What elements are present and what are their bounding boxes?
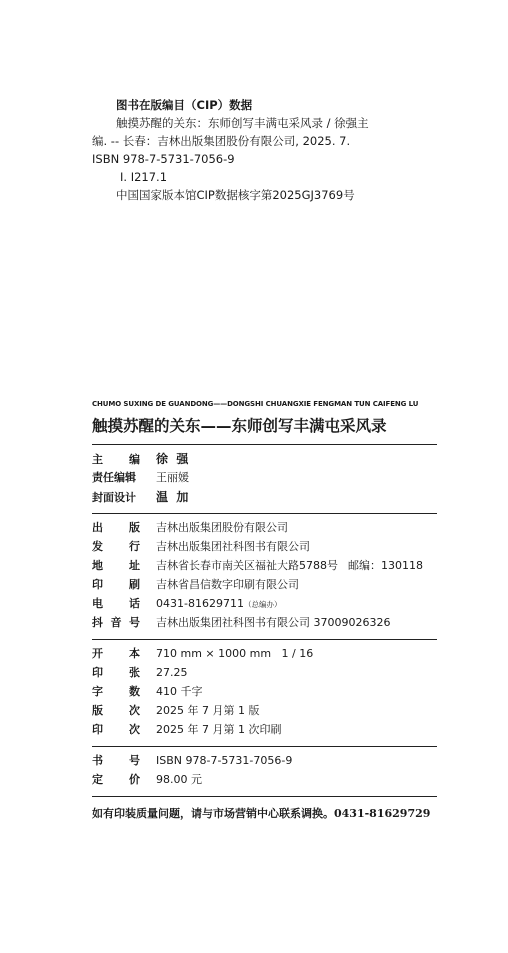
label: 发 行: [92, 540, 140, 553]
label: 责任编辑: [92, 471, 136, 484]
address: 吉林省长春市南关区福祉大路5788号: [156, 559, 338, 572]
value: 吉林省昌信数字印刷有限公司: [156, 578, 299, 591]
value: 徐 强: [156, 452, 189, 466]
label: 电 话: [92, 597, 140, 610]
price-row: [92, 771, 437, 790]
postcode: 邮编：130118: [348, 559, 423, 572]
label: 书 号: [92, 754, 140, 767]
label: 版 次: [92, 704, 140, 717]
credits-section: [92, 445, 437, 513]
specs-section: [92, 640, 437, 746]
value: 98.00 元: [156, 773, 202, 786]
cip-line-record-number: 中国国家版本馆CIP数据核字第2025GJ3769号: [116, 188, 355, 202]
publisher-row: [92, 519, 437, 538]
edition-row: [92, 702, 437, 721]
value: 2025 年 7 月第 1 版: [156, 704, 260, 717]
printing-row: [92, 721, 437, 740]
label: 抖 音 号: [92, 616, 140, 629]
value: [156, 557, 423, 573]
douyin-row: [92, 614, 437, 633]
word-count-row: [92, 683, 437, 702]
publisher-section: [92, 514, 437, 639]
book-title: 触摸苏醒的关东——东师创写丰满屯采风录: [92, 417, 387, 435]
value: 温 加: [156, 490, 189, 504]
value: 2025 年 7 月第 1 次印刷: [156, 723, 282, 736]
credit-row-editor: [92, 450, 437, 469]
value: 410 千字: [156, 685, 203, 698]
cip-block: [92, 96, 432, 204]
printer-row: [92, 576, 437, 595]
pinyin-title: CHUMO SUXING DE GUANDONG——DONGSHI CHUANGXIE FENGMAN TUN CAIFENG LU: [92, 400, 419, 408]
label: 印 次: [92, 723, 140, 736]
phone-note: （总编办）: [243, 600, 282, 609]
cip-line-publisher: 编. -- 长春：吉林出版集团股份有限公司, 2025. 7.: [92, 134, 351, 148]
label: 地 址: [92, 559, 140, 572]
value: 吉林出版集团社科图书有限公司 37009026326: [156, 616, 391, 629]
label: 开 本: [92, 647, 140, 660]
label: 出 版: [92, 521, 140, 534]
value: 27.25: [156, 666, 188, 679]
cip-line-title: 触摸苏醒的关东：东师创写丰满屯采风录 / 徐强主: [116, 116, 369, 130]
value: 710 mm × 1000 mm 1 / 16: [156, 647, 314, 660]
isbn-price-section: [92, 747, 437, 796]
label: 字 数: [92, 685, 140, 698]
cip-heading: 图书在版编目（CIP）数据: [116, 98, 253, 112]
phone-number: 0431-81629711: [156, 597, 244, 610]
isbn-row: [92, 752, 437, 771]
sheets-row: [92, 664, 437, 683]
label: 印 张: [92, 666, 140, 679]
value: ISBN 978-7-5731-7056-9: [156, 754, 293, 767]
label: 主 编: [92, 453, 140, 466]
cip-line-classification: Ⅰ. I217.1: [120, 170, 168, 184]
cip-line-isbn: ISBN 978-7-5731-7056-9: [92, 152, 235, 166]
credit-row-cover-design: [92, 488, 437, 507]
colophon: [92, 400, 437, 821]
value: [156, 597, 281, 610]
credit-row-responsible-editor: [92, 469, 437, 488]
phone-row: [92, 595, 437, 614]
distributor-row: [92, 538, 437, 557]
format-row: [92, 645, 437, 664]
address-row: [92, 557, 437, 576]
value: 王丽媛: [156, 471, 189, 484]
value: 吉林出版集团股份有限公司: [156, 521, 288, 534]
divider: [92, 796, 437, 797]
label: 封面设计: [92, 491, 136, 504]
label: 印 刷: [92, 578, 140, 591]
label: 定 价: [92, 773, 140, 786]
quality-notice: 如有印装质量问题，请与市场营销中心联系调换。0431-81629729: [92, 807, 431, 820]
value: 吉林出版集团社科图书有限公司: [156, 540, 310, 553]
